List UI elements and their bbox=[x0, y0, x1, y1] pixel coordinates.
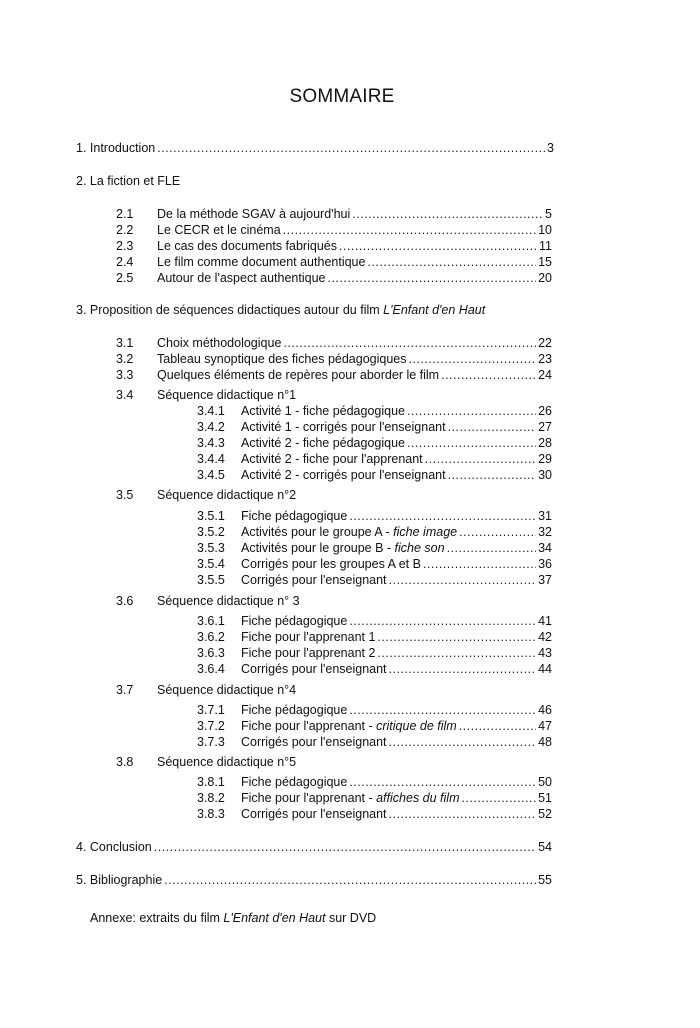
toc-entry bbox=[197, 629, 552, 645]
toc-entry-page: 20 bbox=[538, 271, 552, 285]
dot-leader bbox=[377, 645, 536, 661]
toc-entry-page: 22 bbox=[538, 336, 552, 350]
toc-entry-number: 3.5.5 bbox=[197, 573, 225, 587]
toc-entry-label: Fiche pédagogique bbox=[241, 509, 348, 523]
toc-entry-page: 54 bbox=[538, 840, 552, 854]
toc-entry-number: 2.1 bbox=[116, 207, 134, 221]
annex-suffix: sur DVD bbox=[325, 911, 377, 925]
toc-entry-label: Autour de l'aspect authentique bbox=[157, 271, 326, 285]
toc-entry-label: Tableau synoptique des fiches pédagogiques bbox=[157, 352, 407, 366]
toc-entry-label: Corrigés pour l'enseignant bbox=[241, 735, 387, 749]
toc-entry-number: 3.4.4 bbox=[197, 452, 225, 466]
toc-entry bbox=[197, 419, 552, 435]
toc-entry-page: 29 bbox=[538, 452, 552, 466]
toc-entry bbox=[197, 734, 552, 750]
toc-entry-label: Activité 1 - fiche pédagogique bbox=[241, 404, 405, 418]
toc-entry bbox=[116, 254, 552, 270]
toc-entry-label: Le CECR et le cinéma bbox=[157, 223, 281, 237]
toc-entry-page: 41 bbox=[538, 614, 552, 628]
toc-entry-number: 3.4 bbox=[116, 388, 134, 402]
dot-leader bbox=[459, 718, 536, 734]
toc-entry bbox=[197, 702, 552, 718]
annex-note bbox=[90, 910, 376, 926]
dot-leader bbox=[447, 540, 537, 556]
toc-entry bbox=[197, 718, 552, 734]
toc-entry-page: 34 bbox=[538, 541, 552, 555]
toc-subheading bbox=[116, 593, 300, 609]
toc-entry-number: 3.2 bbox=[116, 352, 134, 366]
toc-entry bbox=[197, 540, 552, 556]
toc-entry-label: 1. Introduction bbox=[76, 141, 156, 155]
dot-leader bbox=[154, 839, 536, 855]
dot-leader bbox=[409, 351, 537, 367]
toc-entry-page: 30 bbox=[538, 468, 552, 482]
toc-subheading bbox=[116, 754, 296, 770]
toc-entry-page: 15 bbox=[538, 255, 552, 269]
toc-entry-label-text: Activités pour le groupe B - bbox=[241, 541, 395, 555]
toc-entry-label: Séquence didactique n°1 bbox=[157, 388, 297, 402]
toc-entry-label: Corrigés pour l'enseignant bbox=[241, 662, 387, 676]
toc-entry-page: 52 bbox=[538, 807, 552, 821]
dot-leader bbox=[283, 335, 536, 351]
toc-entry-label bbox=[241, 524, 457, 540]
toc-entry-page: 32 bbox=[538, 525, 552, 539]
toc-entry bbox=[197, 806, 552, 822]
dot-leader bbox=[389, 806, 537, 822]
toc-entry-number: 3.6.3 bbox=[197, 646, 225, 660]
toc-entry-label bbox=[241, 540, 445, 556]
toc-entry bbox=[197, 572, 552, 588]
toc-entry-label-emphasis: affiches du film bbox=[376, 791, 460, 805]
toc-entry-label bbox=[241, 790, 459, 806]
toc-entry-page: 44 bbox=[538, 662, 552, 676]
toc-entry-label: Quelques éléments de repères pour aborder le film bbox=[157, 368, 440, 382]
toc-entry-label: 5. Bibliographie bbox=[76, 873, 163, 887]
toc-entry-number: 3.7.3 bbox=[197, 735, 225, 749]
toc-entry-page: 26 bbox=[538, 404, 552, 418]
toc-entry-number: 3.5.3 bbox=[197, 541, 225, 555]
toc-entry-number: 3.6.1 bbox=[197, 614, 225, 628]
toc-entry-page: 46 bbox=[538, 703, 552, 717]
toc-heading-label: 3. Proposition de séquences didactiques autour du film bbox=[76, 303, 384, 317]
toc-entry-label bbox=[241, 718, 457, 734]
toc-entry-label: Le cas des documents fabriqués bbox=[157, 239, 337, 253]
toc-entry-number: 2.4 bbox=[116, 255, 134, 269]
toc-entry-label: Séquence didactique n° 3 bbox=[157, 594, 300, 608]
toc-entry-label-text: Activités pour le groupe A - bbox=[241, 525, 394, 539]
toc-entry bbox=[76, 839, 552, 855]
toc-entry-page: 27 bbox=[538, 420, 552, 434]
toc-entry-label: Activité 2 - corrigés pour l'enseignant bbox=[241, 468, 446, 482]
dot-leader bbox=[367, 254, 536, 270]
dot-leader bbox=[407, 403, 536, 419]
toc-entry-label-emphasis: critique de film bbox=[376, 719, 457, 733]
toc-entry-number: 3.3 bbox=[116, 368, 134, 382]
toc-entry-label: Corrigés pour l'enseignant bbox=[241, 573, 387, 587]
toc-entry-label: Séquence didactique n°2 bbox=[157, 488, 297, 502]
toc-subheading bbox=[116, 487, 296, 503]
toc-entry-label-text: Fiche pour l'apprenant - bbox=[241, 719, 377, 733]
toc-entry-label: Fiche pédagogique bbox=[241, 614, 348, 628]
toc-entry-label: Choix méthodologique bbox=[157, 336, 282, 350]
toc-entry-page: 42 bbox=[538, 630, 552, 644]
toc-entry-label: Fiche pour l'apprenant 2 bbox=[241, 646, 376, 660]
toc-entry-number: 3.1 bbox=[116, 336, 134, 350]
toc-entry-label: Activité 2 - fiche pour l'apprenant bbox=[241, 452, 423, 466]
toc-entry-page: 5 bbox=[545, 207, 552, 221]
dot-leader bbox=[448, 419, 537, 435]
toc-entry bbox=[116, 335, 552, 351]
toc-entry-label: Corrigés pour les groupes A et B bbox=[241, 557, 421, 571]
toc-entry bbox=[197, 613, 552, 629]
toc-entry bbox=[197, 451, 552, 467]
toc-entry-label-text: Fiche pour l'apprenant - bbox=[241, 791, 377, 805]
toc-entry-page: 55 bbox=[538, 873, 552, 887]
toc-entry bbox=[197, 661, 552, 677]
toc-entry-label: Activité 2 - fiche pédagogique bbox=[241, 436, 405, 450]
toc-subheading bbox=[116, 682, 296, 698]
toc-entry-number: 3.5.2 bbox=[197, 525, 225, 539]
toc-entry bbox=[116, 351, 552, 367]
toc-entry bbox=[197, 524, 552, 540]
dot-leader bbox=[283, 222, 536, 238]
toc-entry-page: 3 bbox=[547, 141, 554, 155]
dot-leader bbox=[448, 467, 537, 483]
toc-entry-number: 3.7.1 bbox=[197, 703, 225, 717]
toc-entry-label: Séquence didactique n°4 bbox=[157, 683, 297, 697]
toc-entry-page: 36 bbox=[538, 557, 552, 571]
dot-leader bbox=[389, 661, 537, 677]
annex-film-title: L'Enfant d'en Haut bbox=[223, 911, 326, 925]
dot-leader bbox=[389, 572, 537, 588]
toc-entry-number: 3.5.1 bbox=[197, 509, 225, 523]
toc-entry-label: De la méthode SGAV à aujourd'hui bbox=[157, 207, 351, 221]
toc-entry-page: 24 bbox=[538, 368, 552, 382]
dot-leader bbox=[352, 206, 543, 222]
toc-entry-page: 37 bbox=[538, 573, 552, 587]
toc-entry-number: 3.8.1 bbox=[197, 775, 225, 789]
toc-entry-number: 3.5.4 bbox=[197, 557, 225, 571]
toc-entry-number: 3.8 bbox=[116, 755, 134, 769]
toc-heading bbox=[76, 302, 485, 318]
toc-entry bbox=[197, 774, 552, 790]
toc-entry-page: 31 bbox=[538, 509, 552, 523]
dot-leader bbox=[441, 367, 536, 383]
dot-leader bbox=[349, 613, 536, 629]
annex-label: Annexe: extraits du film bbox=[90, 911, 224, 925]
dot-leader bbox=[157, 140, 545, 156]
dot-leader bbox=[459, 524, 536, 540]
toc-entry-number: 3.4.1 bbox=[197, 404, 225, 418]
toc-entry-label: Séquence didactique n°5 bbox=[157, 755, 297, 769]
dot-leader bbox=[425, 451, 536, 467]
toc-entry-number: 2.3 bbox=[116, 239, 134, 253]
toc-entry bbox=[197, 645, 552, 661]
toc-entry bbox=[116, 367, 552, 383]
toc-entry-number: 3.6.4 bbox=[197, 662, 225, 676]
dot-leader bbox=[349, 508, 536, 524]
toc-entry-number: 3.4.2 bbox=[197, 420, 225, 434]
toc-entry-label: Le film comme document authentique bbox=[157, 255, 366, 269]
toc-entry-number: 3.4.5 bbox=[197, 468, 225, 482]
toc-entry-number: 2.5 bbox=[116, 271, 134, 285]
dot-leader bbox=[349, 702, 536, 718]
toc-entry bbox=[197, 403, 552, 419]
toc-entry-label: Fiche pédagogique bbox=[241, 775, 348, 789]
toc-entry-number: 3.5 bbox=[116, 488, 134, 502]
toc-entry bbox=[197, 556, 552, 572]
dot-leader bbox=[339, 238, 537, 254]
toc-entry-page: 10 bbox=[538, 223, 552, 237]
dot-leader bbox=[389, 734, 537, 750]
toc-entry bbox=[116, 238, 552, 254]
toc-entry bbox=[197, 435, 552, 451]
toc-entry-label: 4. Conclusion bbox=[76, 840, 152, 854]
toc-entry-label: Activité 1 - corrigés pour l'enseignant bbox=[241, 420, 446, 434]
toc-entry bbox=[197, 790, 552, 806]
toc-entry bbox=[116, 206, 552, 222]
toc-entry-label: Corrigés pour l'enseignant bbox=[241, 807, 387, 821]
dot-leader bbox=[349, 774, 536, 790]
toc-entry-page: 50 bbox=[538, 775, 552, 789]
dot-leader bbox=[423, 556, 536, 572]
toc-entry bbox=[116, 222, 552, 238]
toc-entry-page: 11 bbox=[539, 239, 552, 253]
dot-leader bbox=[461, 790, 536, 806]
toc-entry-page: 48 bbox=[538, 735, 552, 749]
toc-entry-number: 3.7.2 bbox=[197, 719, 225, 733]
toc-entry-number: 3.6.2 bbox=[197, 630, 225, 644]
dot-leader bbox=[407, 435, 536, 451]
toc-entry bbox=[197, 467, 552, 483]
toc-entry-number: 3.8.2 bbox=[197, 791, 225, 805]
toc-entry-label-emphasis: fiche son bbox=[394, 541, 445, 555]
toc-entry bbox=[197, 508, 552, 524]
dot-leader bbox=[327, 270, 536, 286]
page-title: SOMMAIRE bbox=[289, 86, 395, 107]
toc-subheading bbox=[116, 387, 296, 403]
film-title: L'Enfant d'en Haut bbox=[383, 303, 486, 317]
toc-entry bbox=[76, 140, 554, 156]
toc-heading: 2. La fiction et FLE bbox=[76, 174, 181, 188]
toc-entry-label: Fiche pour l'apprenant 1 bbox=[241, 630, 376, 644]
dot-leader bbox=[377, 629, 536, 645]
toc-entry bbox=[116, 270, 552, 286]
toc-entry-label: Fiche pédagogique bbox=[241, 703, 348, 717]
toc-entry-number: 3.6 bbox=[116, 594, 134, 608]
toc-entry bbox=[76, 872, 552, 888]
dot-leader bbox=[164, 872, 536, 888]
toc-entry-page: 43 bbox=[538, 646, 552, 660]
toc-entry-page: 47 bbox=[538, 719, 552, 733]
toc-entry-number: 3.7 bbox=[116, 683, 134, 697]
toc-entry-number: 2.2 bbox=[116, 223, 134, 237]
toc-entry-page: 28 bbox=[538, 436, 552, 450]
toc-entry-page: 51 bbox=[538, 791, 552, 805]
toc-entry-number: 3.8.3 bbox=[197, 807, 225, 821]
toc-entry-number: 3.4.3 bbox=[197, 436, 225, 450]
toc-entry-page: 23 bbox=[538, 352, 552, 366]
toc-entry-label-emphasis: fiche image bbox=[393, 525, 458, 539]
